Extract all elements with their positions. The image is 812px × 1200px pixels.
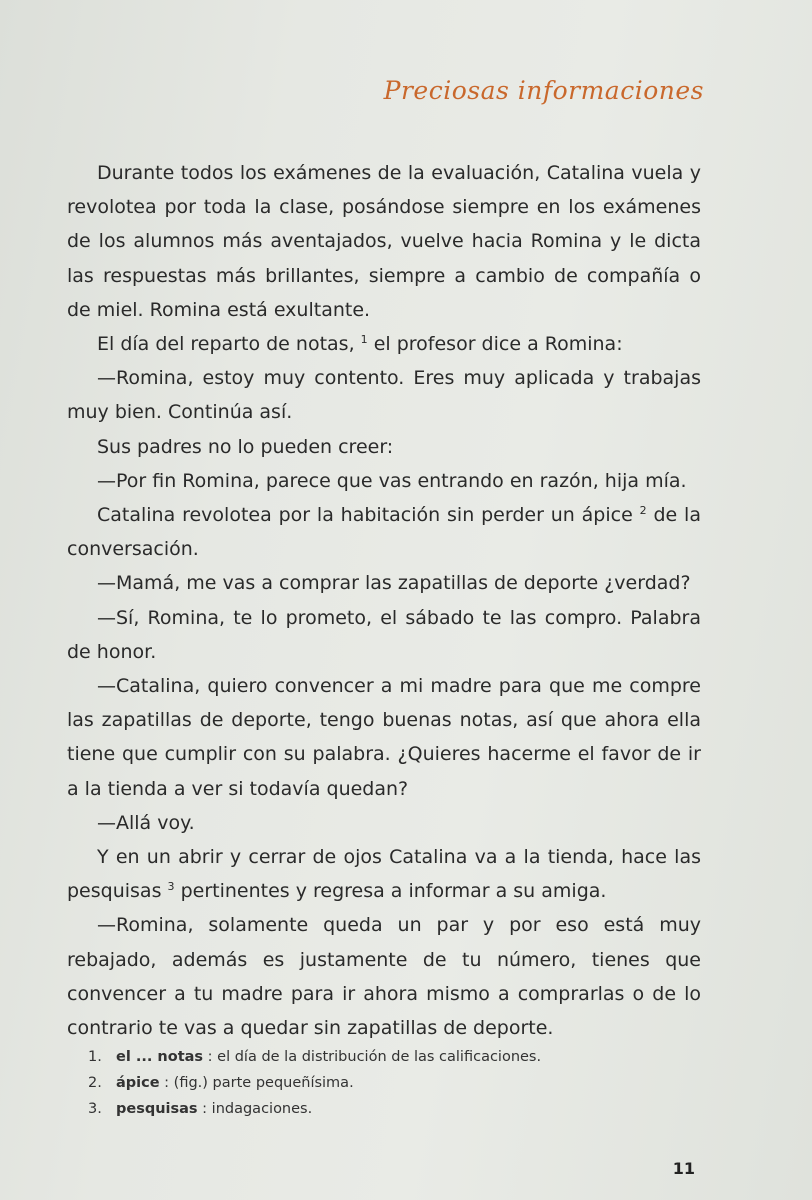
footnote-ref: 1 (360, 333, 368, 347)
footnotes (88, 1044, 648, 1122)
paragraph: —Catalina, quiero convencer a mi madre para que me compre las zapatillas de deporte, tengo buenas notas, así que ahora ella tiene que cumplir con su palabra. ¿Quieres hacerme el favor de ir a la tienda a ver si todavía quedan? (67, 675, 701, 800)
paragraph: —Romina, estoy muy contento. Eres muy aplicada y trabajas muy bien. Continúa así. (67, 367, 701, 424)
paragraph: Catalina revolotea por la habitación sin perder un ápice $^2$ de la conversación. (67, 504, 701, 561)
paragraph: —Mamá, me vas a comprar las zapatillas de deporte ¿verdad? (97, 572, 691, 595)
footnote-ref: 2 (639, 504, 647, 518)
paragraph: —Sí, Romina, te lo prometo, el sábado te las compro. Palabra de honor. (67, 606, 701, 663)
footnote: 1. el ... notas : el día de la distribución de las calificaciones. (88, 1049, 542, 1065)
paragraph: —Allá voy. (97, 811, 195, 834)
paragraph: —Por fin Romina, parece que vas entrando en razón, hija mía. (97, 469, 687, 492)
body-text (67, 156, 701, 1045)
footnote-ref: 3 (167, 880, 175, 894)
page-number: 11 (672, 1159, 695, 1178)
running-header: Preciosas informaciones (383, 76, 704, 105)
paragraph: El día del reparto de notas, $^1$ el profesor dice a Romina: (97, 333, 623, 356)
footnote: 3. pesquisas : indagaciones. (88, 1101, 313, 1117)
paragraph: Y en un abrir y cerrar de ojos Catalina va a la tienda, hace las pesquisas $^3$ pertinentes y regresa a informar a su amiga. (67, 846, 701, 903)
footnote: 2. ápice : (fig.) parte pequeñísima. (88, 1075, 354, 1091)
paragraph: —Romina, solamente queda un par y por eso está muy rebajado, además es justamente de tu número, tienes que convencer a tu madre para ir ahora mismo a comprarlas o de lo contrario te vas a quedar sin zapatillas de deporte. (67, 914, 701, 1040)
paragraph: Sus padres no lo pueden creer: (97, 435, 394, 458)
paragraph: Durante todos los exámenes de la evaluación, Catalina vuela y revolotea por toda la clase, posándose siempre en los exámenes de los alumnos más aventajados, vuelve hacia Romina y le dicta las respuestas más brillantes, siempre a cambio de compañía o de miel. Romina está exultante. (67, 162, 701, 321)
